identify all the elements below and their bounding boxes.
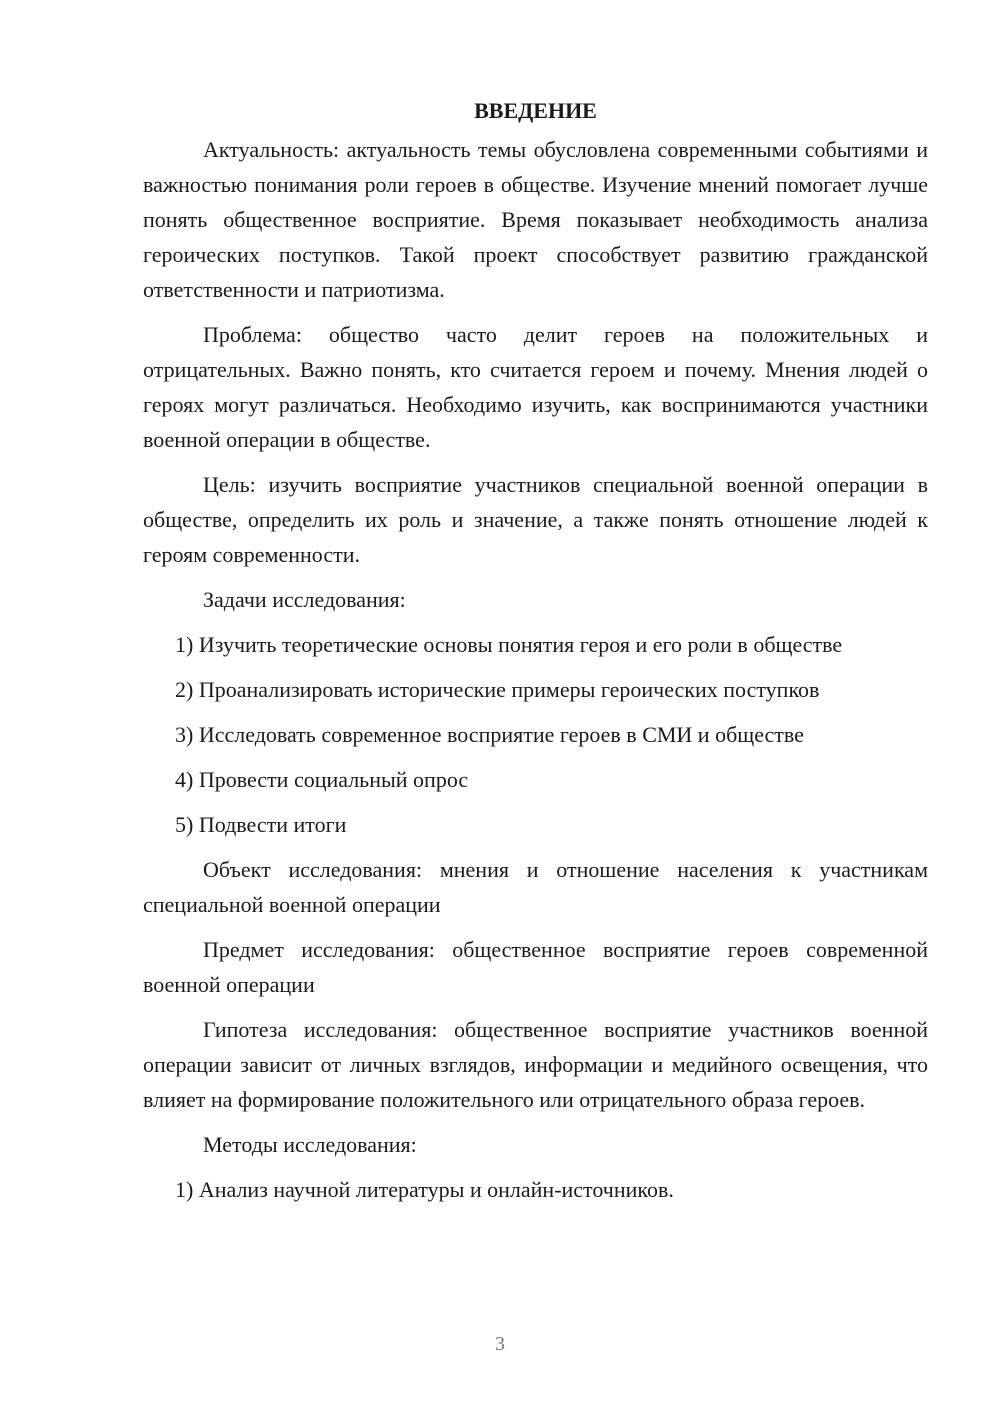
hypothesis-paragraph: Гипотеза исследования: общественное восприятие участников военной операции зависит от личных взглядов, информации и медийного освещения, что влияет на формирование положительного или отрицательного образа героев. <box>143 1017 928 1112</box>
tasks-heading: Задачи исследования: <box>203 587 406 612</box>
methods-list <box>143 1172 928 1207</box>
problem-paragraph: Проблема: общество часто делит героев на положительных и отрицательных. Важно понять, кто считается героем и почему. Мнения людей о героях могут различаться. Необходимо изучить, как воспринимаются участники военной операции в обществе. <box>143 322 928 452</box>
relevance-paragraph: Актуальность: актуальность темы обусловлена современными событиями и важностью понимания роли героев в обществе. Изучение мнений помогает лучше понять общественное восприятие. Время показывает необходимость анализа героических поступков. Такой проект способствует развитию гражданской ответственности и патриотизма. <box>143 137 928 302</box>
page-number: 3 <box>495 1333 505 1355</box>
list-item: 4) Провести социальный опрос <box>175 767 469 792</box>
list-item: 1) Изучить теоретические основы понятия героя и его роли в обществе <box>175 632 843 657</box>
list-item: 1) Анализ научной литературы и онлайн-источников. <box>175 1177 674 1202</box>
subject-paragraph: Предмет исследования: общественное восприятие героев современной военной операции <box>143 937 928 997</box>
object-paragraph: Объект исследования: мнения и отношение населения к участникам специальной военной операции <box>143 857 928 917</box>
list-item: 5) Подвести итоги <box>175 812 347 837</box>
list-item: 2) Проанализировать исторические примеры героических поступков <box>175 677 820 702</box>
tasks-list <box>143 627 928 842</box>
list-item: 3) Исследовать современное восприятие героев в СМИ и обществе <box>175 722 804 747</box>
section-heading: ВВЕДЕНИЕ <box>474 98 597 123</box>
methods-heading: Методы исследования: <box>203 1132 417 1157</box>
goal-paragraph: Цель: изучить восприятие участников специальной военной операции в обществе, определить их роль и значение, а также понять отношение людей к героям современности. <box>143 472 928 567</box>
